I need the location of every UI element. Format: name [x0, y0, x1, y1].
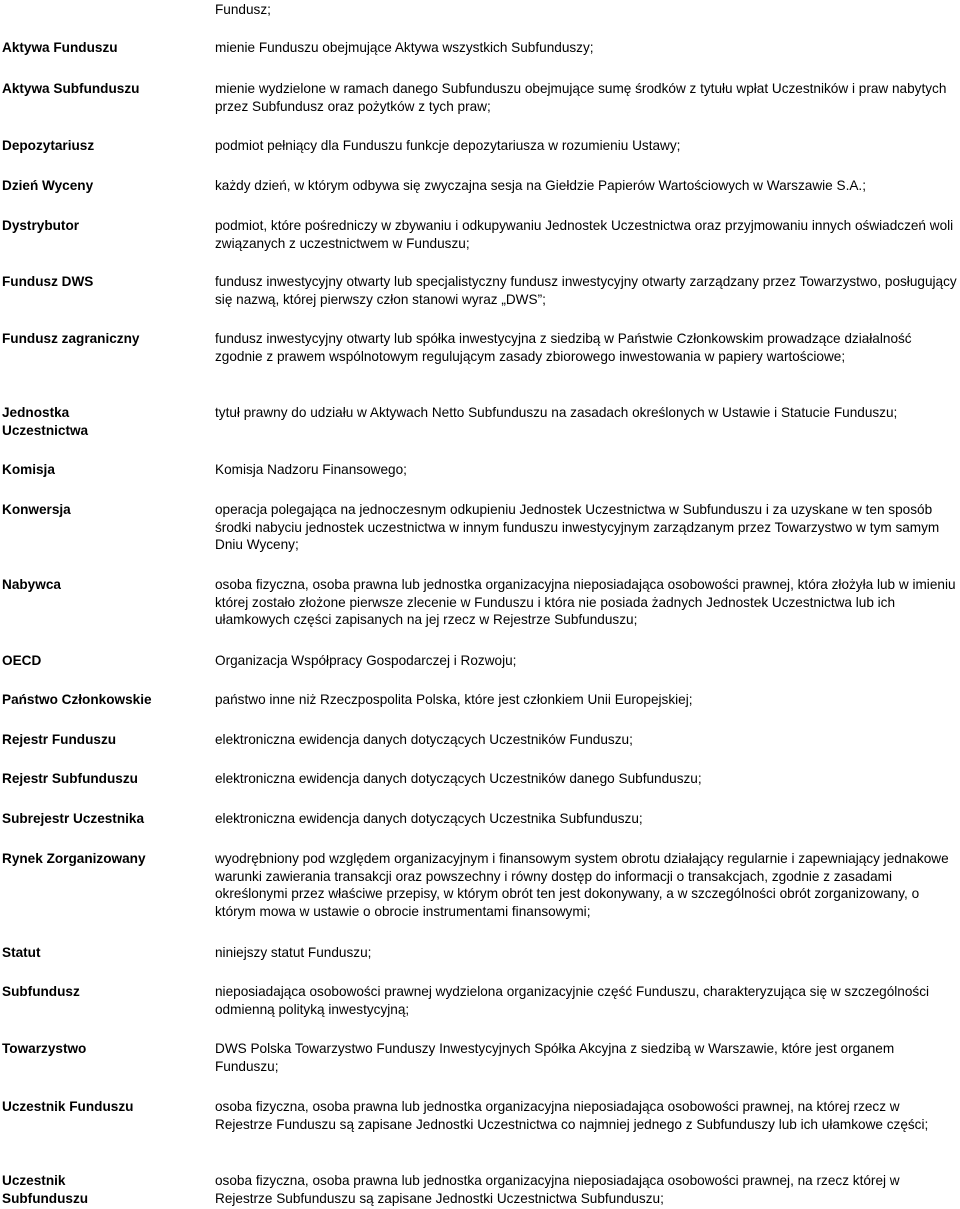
definition-konwersja: operacja polegająca na jednoczesnym odkupieniu Jednostek Uczestnictwa w Subfunduszu i za uzyskane w ten sposób środki nabyciu jednostek uczestnictwa w innym funduszu inwestycyjnym zarządzanym przez Towarzystwo w tym samym Dniu Wyceny; [215, 502, 940, 552]
term-aktywa-subfunduszu: Aktywa Subfunduszu [2, 81, 140, 96]
definition-nabywca: osoba fizyczna, osoba prawna lub jednostka organizacyjna nieposiadająca osobowości prawnej, która złożyła lub w imieniu której zostało złożone pierwsze zlecenie w Funduszu i która nie posiada żadnych Jednostek Uczestnictwa lub ich ułamkowych części zapisanych na jej rzecz w Rejestrze Subfunduszu; [215, 577, 956, 627]
term-fundusz-zagraniczny: Fundusz zagraniczny [2, 331, 140, 346]
term-dzien-wyceny: Dzień Wyceny [2, 178, 94, 193]
term-jednostka-uczestnictwa: Jednostka Uczestnictwa [2, 405, 89, 438]
definition-uczestnik-funduszu: osoba fizyczna, osoba prawna lub jednostka organizacyjna nieposiadająca osobowości prawnej, na której rzecz w Rejestrze Funduszu są zapisane Jednostki Uczestnictwa co najmniej jednego z Subfunduszy lub ich ułamkowe części; [215, 1099, 929, 1132]
definition-aktywa-funduszu: mienie Funduszu obejmujące Aktywa wszystkich Subfunduszy; [215, 40, 594, 55]
term-statut: Statut [2, 945, 41, 960]
term-rejestr-subfunduszu: Rejestr Subfunduszu [2, 771, 138, 786]
term-oecd: OECD [2, 653, 42, 668]
term-dystrybutor: Dystrybutor [2, 218, 80, 233]
definition-uczestnik-subfunduszu: osoba fizyczna, osoba prawna lub jednostka organizacyjna nieposiadająca osobowości prawnej, na rzecz której w Rejestrze Subfunduszu są zapisane Jednostki Uczestnictwa Subfunduszu; [215, 1173, 900, 1206]
definition-statut: niniejszy statut Funduszu; [215, 945, 372, 960]
term-uczestnik-funduszu: Uczestnik Funduszu [2, 1099, 134, 1114]
term-aktywa-funduszu: Aktywa Funduszu [2, 40, 118, 55]
definition-aktywa-subfunduszu: mienie wydzielone w ramach danego Subfunduszu obejmujące sumę środków z tytułu wpłat Uczestników i praw nabytych przez Subfundusz oraz pożytków z tych praw; [215, 81, 947, 114]
term-depozytariusz: Depozytariusz [2, 138, 95, 153]
term-panstwo-czlonkowskie: Państwo Członkowskie [2, 692, 152, 707]
definition-panstwo-czlonkowskie: państwo inne niż Rzeczpospolita Polska, które jest członkiem Unii Europejskiej; [215, 692, 693, 707]
term-subfundusz: Subfundusz [2, 984, 80, 999]
term-rynek-zorganizowany: Rynek Zorganizowany [2, 851, 146, 866]
term-komisja: Komisja [2, 462, 55, 477]
definition-depozytariusz: podmiot pełniący dla Funduszu funkcje depozytariusza w rozumieniu Ustawy; [215, 138, 681, 153]
definition-subfundusz: nieposiadająca osobowości prawnej wydzielona organizacyjnie część Funduszu, charakteryzująca się w szczególności odmienną polityką inwestycyjną; [215, 984, 930, 1017]
definition-komisja: Komisja Nadzoru Finansowego; [215, 462, 407, 477]
definition-fundusz-dws: fundusz inwestycyjny otwarty lub specjalistyczny fundusz inwestycyjny otwarty zarządzany przez Towarzystwo, posługujący się nazwą, której pierwszy człon stanowi wyraz „DWS”; [215, 274, 957, 307]
definition-rynek-zorganizowany: wyodrębniony pod względem organizacyjnym i finansowym system obrotu działający regularnie i zapewniający jednakowe warunki zawierania transakcji oraz powszechny i równy dostęp do informacji o transakcjach, zgodnie z zasadami określonymi przez właściwe przepisy, w którym obrót ten jest dokonywany, a w szczególności obrót zorganizowany, o którym mowa w ustawie o obrocie instrumentami finansowymi; [215, 851, 949, 919]
definition-dystrybutor: podmiot, które pośredniczy w zbywaniu i odkupywaniu Jednostek Uczestnictwa oraz przyjmowaniu innych oświadczeń woli związanych z uczestnictwem w Funduszu; [215, 218, 954, 251]
term-subrejestr-uczestnika: Subrejestr Uczestnika [2, 811, 145, 826]
term-nabywca: Nabywca [2, 577, 61, 592]
definition-towarzystwo: DWS Polska Towarzystwo Funduszy Inwestycyjnych Spółka Akcyjna z siedzibą w Warszawie, które jest organem Funduszu; [215, 1041, 895, 1074]
term-uczestnik-subfunduszu: Uczestnik Subfunduszu [2, 1173, 89, 1206]
definition-fundusz-zagraniczny: fundusz inwestycyjny otwarty lub spółka inwestycyjna z siedzibą w Państwie Członkowskim prowadzące działalność zgodnie z prawem wspólnotowym regulującym zasady zbiorowego inwestowania w papiery wartościowe; [215, 331, 912, 364]
term-fundusz-dws: Fundusz DWS [2, 274, 94, 289]
term-towarzystwo: Towarzystwo [2, 1041, 87, 1056]
definition-rejestr-funduszu: elektroniczna ewidencja danych dotyczących Uczestników Funduszu; [215, 732, 633, 747]
term-konwersja: Konwersja [2, 502, 71, 517]
definition-dzien-wyceny: każdy dzień, w którym odbywa się zwyczajna sesja na Giełdzie Papierów Wartościowych w Warszawie S.A.; [215, 178, 866, 193]
term-rejestr-funduszu: Rejestr Funduszu [2, 732, 117, 747]
definition-subrejestr-uczestnika: elektroniczna ewidencja danych dotyczących Uczestnika Subfunduszu; [215, 811, 643, 826]
continued-definition-fragment: Fundusz; [215, 2, 271, 17]
definition-oecd: Organizacja Współpracy Gospodarczej i Rozwoju; [215, 653, 517, 668]
definition-jednostka-uczestnictwa: tytuł prawny do udziału w Aktywach Netto Subfunduszu na zasadach określonych w Ustawie i Statucie Funduszu; [215, 405, 898, 420]
definition-rejestr-subfunduszu: elektroniczna ewidencja danych dotyczących Uczestników danego Subfunduszu; [215, 771, 702, 786]
